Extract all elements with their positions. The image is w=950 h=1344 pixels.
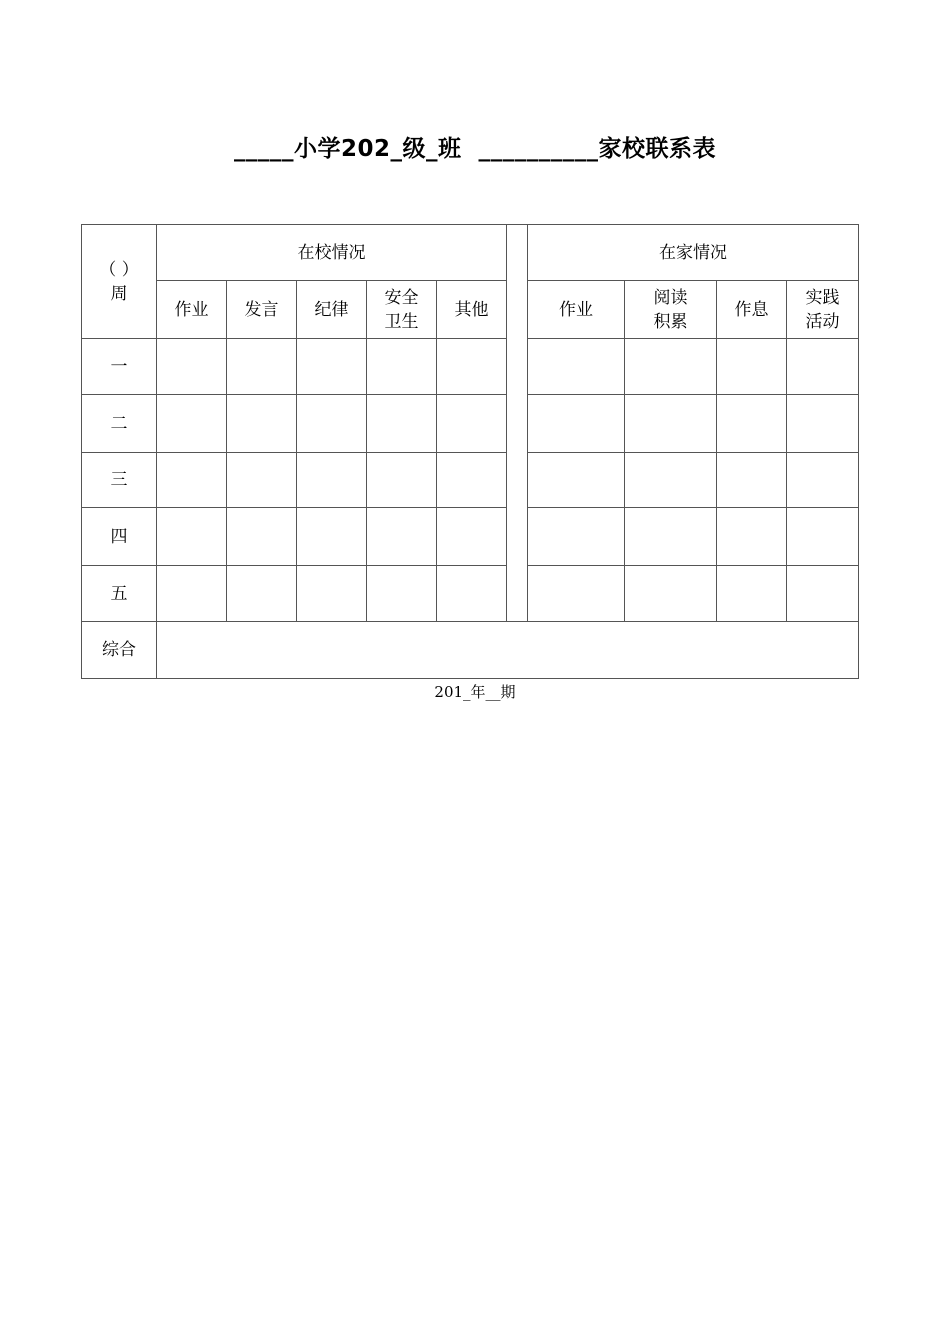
- entry-cell[interactable]: [157, 566, 227, 622]
- day-label: 四: [82, 508, 157, 566]
- col-label: 作业: [559, 299, 594, 320]
- entry-cell[interactable]: [297, 508, 367, 566]
- entry-cell[interactable]: [528, 566, 625, 622]
- home-col-reading: [625, 281, 717, 339]
- entry-cell[interactable]: [227, 453, 297, 508]
- entry-cell[interactable]: [157, 339, 227, 395]
- entry-cell[interactable]: [528, 453, 625, 508]
- col-label: 阅读积累: [653, 287, 688, 332]
- entry-cell[interactable]: [625, 453, 717, 508]
- school-section-header: 在校情况: [157, 225, 507, 281]
- entry-cell[interactable]: [227, 395, 297, 453]
- page-title: _____小学202_级_班 __________家校联系表: [233, 136, 717, 162]
- entry-cell[interactable]: [297, 453, 367, 508]
- entry-cell[interactable]: [227, 508, 297, 566]
- entry-cell[interactable]: [717, 508, 787, 566]
- entry-cell[interactable]: [625, 508, 717, 566]
- entry-cell[interactable]: [437, 566, 507, 622]
- summary-label: 综合: [82, 622, 157, 679]
- table-row: [82, 339, 859, 395]
- entry-cell[interactable]: [437, 339, 507, 395]
- entry-cell[interactable]: [437, 508, 507, 566]
- col-label: 纪律: [314, 299, 349, 320]
- col-label: 作息: [734, 299, 769, 320]
- school-col-discipline: [297, 281, 367, 339]
- entry-cell[interactable]: [717, 566, 787, 622]
- table-row: [82, 566, 859, 622]
- day-label: 一: [82, 339, 157, 395]
- entry-cell[interactable]: [367, 566, 437, 622]
- entry-cell[interactable]: [297, 339, 367, 395]
- entry-cell[interactable]: [787, 566, 859, 622]
- entry-cell[interactable]: [297, 395, 367, 453]
- home-col-homework: [528, 281, 625, 339]
- entry-cell[interactable]: [717, 453, 787, 508]
- entry-cell[interactable]: [437, 395, 507, 453]
- entry-cell[interactable]: [717, 339, 787, 395]
- entry-cell[interactable]: [528, 339, 625, 395]
- contact-form-table: [81, 224, 859, 679]
- col-label: 其他: [454, 299, 489, 320]
- home-col-practice: [787, 281, 859, 339]
- entry-cell[interactable]: [367, 339, 437, 395]
- table-row: [82, 453, 859, 508]
- entry-cell[interactable]: [157, 453, 227, 508]
- entry-cell[interactable]: [528, 508, 625, 566]
- school-col-other: [437, 281, 507, 339]
- home-col-schedule: [717, 281, 787, 339]
- entry-cell[interactable]: [157, 395, 227, 453]
- entry-cell[interactable]: [437, 453, 507, 508]
- entry-cell[interactable]: [297, 566, 367, 622]
- day-label: 三: [82, 453, 157, 508]
- week-blank: （ ）: [99, 259, 139, 280]
- week-label: 周: [110, 283, 128, 304]
- table-row: [82, 395, 859, 453]
- entry-cell[interactable]: [227, 566, 297, 622]
- entry-cell[interactable]: [528, 395, 625, 453]
- entry-cell[interactable]: [625, 395, 717, 453]
- entry-cell[interactable]: [787, 508, 859, 566]
- entry-cell[interactable]: [787, 339, 859, 395]
- day-label: 二: [82, 395, 157, 453]
- entry-cell[interactable]: [367, 508, 437, 566]
- entry-cell[interactable]: [787, 395, 859, 453]
- col-label: 安全卫生: [384, 287, 419, 332]
- col-label: 发言: [244, 299, 279, 320]
- entry-cell[interactable]: [625, 566, 717, 622]
- summary-row: [82, 622, 859, 679]
- school-col-homework: [157, 281, 227, 339]
- table-row: [82, 508, 859, 566]
- summary-cell[interactable]: [157, 622, 859, 679]
- school-col-safety-hygiene: [367, 281, 437, 339]
- entry-cell[interactable]: [625, 339, 717, 395]
- entry-cell[interactable]: [157, 508, 227, 566]
- entry-cell[interactable]: [787, 453, 859, 508]
- col-label: 实践活动: [805, 287, 840, 332]
- home-section-header: 在家情况: [528, 225, 859, 281]
- col-label: 作业: [174, 299, 209, 320]
- section-divider-column: [507, 225, 528, 622]
- day-label: 五: [82, 566, 157, 622]
- school-col-speaking: [227, 281, 297, 339]
- week-header-cell: [82, 225, 157, 339]
- entry-cell[interactable]: [227, 339, 297, 395]
- entry-cell[interactable]: [367, 395, 437, 453]
- entry-cell[interactable]: [367, 453, 437, 508]
- term-footer: 201_年__期: [434, 683, 516, 701]
- entry-cell[interactable]: [717, 395, 787, 453]
